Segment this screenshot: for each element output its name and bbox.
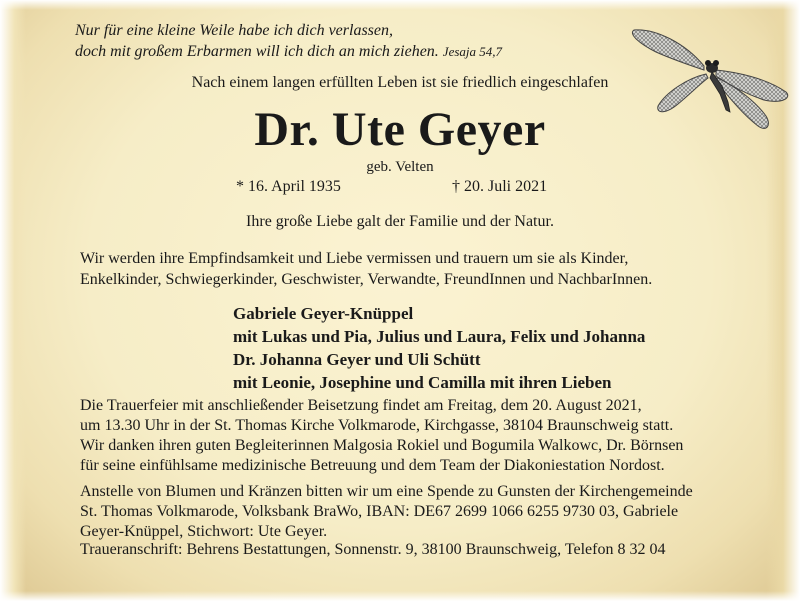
death-date: † 20. Juli 2021 — [452, 178, 548, 195]
mourners-list — [233, 302, 645, 394]
donation-line-2: St. Thomas Volkmarode, Volksbank BraWo, IBAN: DE67 2699 1066 6255 9730 03, Gabriele — [80, 503, 679, 520]
funeral-line-2: um 13.30 Uhr in der St. Thomas Kirche Volkmarode, Kirchgasse, 38104 Braunschweig statt. — [80, 417, 674, 434]
thanks-line-1: Wir danken ihren guten Begleiterinnen Malgosia Rokiel und Bogumila Walkowc, Dr. Börnsen — [80, 437, 684, 454]
edge-shade-bottom — [0, 591, 800, 601]
mourning-line-2: Enkelkinder, Schwiegerkinder, Geschwister, Verwandte, FreundInnen und NachbarInnen. — [80, 271, 653, 288]
mourner-line: mit Leonie, Josephine und Camilla mit ihren Lieben — [233, 373, 612, 392]
bible-quote — [75, 20, 502, 62]
donation-text — [80, 482, 730, 542]
mourner-line: mit Lukas und Pia, Julius und Laura, Felix und Johanna — [233, 327, 646, 346]
mourning-text — [80, 248, 730, 290]
donation-line-3: Geyer-Knüppel, Stichwort: Ute Geyer. — [80, 523, 328, 540]
quote-line-1: Nur für eine kleine Weile habe ich dich verlassen, — [75, 22, 393, 39]
thanks-text — [80, 436, 730, 476]
deceased-name: Dr. Ute Geyer — [254, 103, 546, 156]
birth-name: geb. Velten — [366, 159, 434, 175]
mourning-line-1: Wir werden ihre Empfindsamkeit und Liebe vermissen und trauern um sie als Kinder, — [80, 250, 629, 267]
mourner-line: Gabriele Geyer-Knüppel — [233, 304, 414, 323]
love-text: Ihre große Liebe galt der Familie und der Natur. — [246, 213, 554, 230]
birth-date: * 16. April 1935 — [236, 178, 341, 195]
mourning-address: Traueranschrift: Behrens Bestattungen, Sonnenstr. 9, 38100 Braunschweig, Telefon 8 32 04 — [80, 541, 666, 558]
edge-shade-top — [0, 0, 800, 10]
intro-text: Nach einem langen erfüllten Leben ist sie friedlich eingeschlafen — [191, 74, 609, 91]
funeral-line-1: Die Trauerfeier mit anschließender Beisetzung findet am Freitag, dem 20. August 2021, — [80, 397, 642, 414]
donation-line-1: Anstelle von Blumen und Kränzen bitten wir um eine Spende zu Gunsten der Kirchengemeinde — [80, 483, 693, 500]
quote-line-2: doch mit großem Erbarmen will ich dich an mich ziehen. Jesaja 54,7 — [75, 43, 503, 60]
mourner-line: Dr. Johanna Geyer und Uli Schütt — [233, 350, 481, 369]
funeral-info — [80, 396, 730, 436]
quote-reference: Jesaja 54,7 — [442, 44, 503, 59]
thanks-line-2: für seine einfühlsame medizinische Betreuung und dem Team der Diakoniestation Nordost. — [80, 457, 665, 474]
